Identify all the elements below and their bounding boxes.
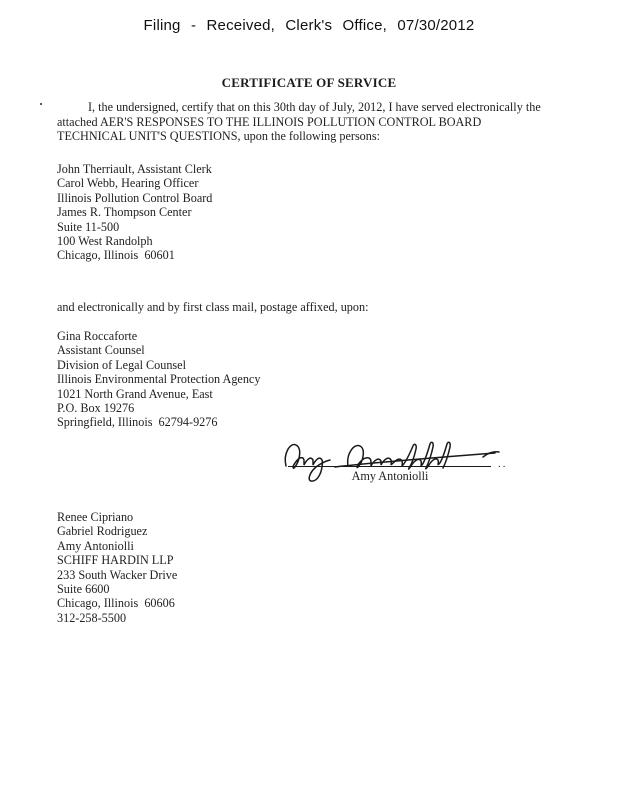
scan-artifact-dots: ..: [498, 458, 508, 470]
recipient-line: John Therriault, Assistant Clerk: [57, 162, 212, 176]
signature-area: [280, 436, 520, 488]
recipient-line: Illinois Pollution Control Board: [57, 190, 213, 205]
recipient-line: Chicago, Illinois 60601: [57, 248, 175, 263]
recipient-line: Division of Legal Counsel: [57, 357, 186, 372]
filing-received-stamp: Filing - Received, Clerk's Office, 07/30/2012: [143, 17, 475, 34]
signer-typed-name: Amy Antoniolli: [351, 469, 429, 483]
filer-line: Gabriel Rodriguez: [57, 524, 148, 539]
recipient-line: Springfield, Illinois 62794-9276: [57, 415, 218, 430]
certification-paragraph: I, the undersigned, certify that on this 30th day of July, 2012, I have served electronically the attached AER'S RESPONSES TO THE ILLINOIS POLLUTION CONTROL BOARD TECHNICAL UNIT'S QUESTIONS, upon the following persons:: [57, 100, 541, 143]
recipient-line: 1021 North Grand Avenue, East: [57, 386, 213, 401]
recipients-electronic-block: [57, 162, 212, 263]
filer-line: Amy Antoniolli: [57, 538, 134, 553]
recipient-line: 100 West Randolph: [57, 234, 153, 249]
document-title: CERTIFICATE OF SERVICE: [221, 75, 397, 90]
filer-line: 312-258-5500: [57, 610, 127, 625]
filer-line: 233 South Wacker Drive: [57, 567, 178, 582]
recipients-mail-block: [57, 329, 260, 430]
recipient-line: James R. Thompson Center: [57, 205, 192, 220]
recipient-line: Illinois Environmental Protection Agency: [57, 372, 261, 387]
recipient-line: Gina Roccaforte: [57, 329, 138, 343]
filer-line: Chicago, Illinois 60606: [57, 596, 175, 611]
service-method-line: and electronically and by first class mail, postage affixed, upon:: [57, 300, 369, 314]
filer-line: SCHIFF HARDIN LLP: [57, 553, 174, 568]
filer-address-block: [57, 510, 177, 625]
filer-line: Suite 6600: [57, 582, 110, 597]
recipient-line: Carol Webb, Hearing Officer: [57, 176, 199, 191]
recipient-line: P.O. Box 19276: [57, 401, 135, 416]
scan-speck: [40, 103, 42, 105]
recipient-line: Suite 11-500: [57, 219, 120, 234]
recipient-line: Assistant Counsel: [57, 343, 145, 358]
signature-line: [288, 466, 491, 467]
filer-line: Renee Cipriano: [57, 510, 134, 524]
